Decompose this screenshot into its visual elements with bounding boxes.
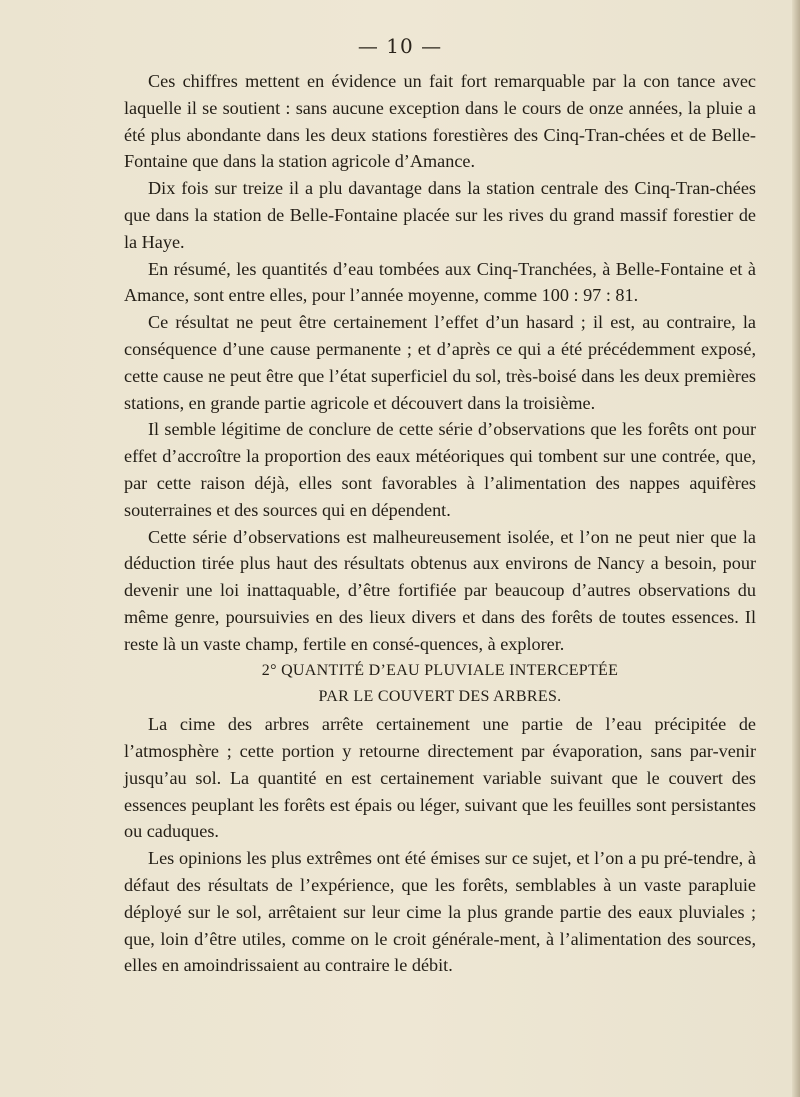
paragraph-4: Ce résultat ne peut être certainement l’effet d’un hasard ; il est, au contraire, la conséquence d’une cause permanente ; et d’après ce qui a été précédemment exposé, cette cause ne peut être que l’état superficiel du sol, très-boisé dans les deux premières stations, en grande partie agricole et découvert dans la troisième. xyxy=(124,312,756,413)
section-heading-line-1: 2° QUANTITÉ D’EAU PLUVIALE INTERCEPTÉE xyxy=(261,661,619,679)
page-number: — 10 — xyxy=(357,34,443,58)
paragraph-7: La cime des arbres arrête certainement une partie de l’eau précipitée de l’atmosphère ; cette portion y retourne directement par évaporation, sans par-venir jusqu’au sol. La quantité en est certainement variable suivant que le couvert des essences peuplant les forêts est épais ou léger, suivant que les feuilles sont persistantes ou caduques. xyxy=(124,714,756,842)
paragraph-1: Ces chiffres mettent en évidence un fait fort remarquable par la con tance avec laquelle il se soutient : sans aucune exception dans le cours de onze années, la pluie a été plus abondante dans les deux stations forestières des Cinq-Tran-chées et de Belle-Fontaine que dans la station agricole d’Amance. xyxy=(124,71,756,172)
document-body xyxy=(124,68,756,979)
page-edge xyxy=(792,0,800,1097)
paragraph-3: En résumé, les quantités d’eau tombées aux Cinq-Tranchées, à Belle-Fontaine et à Amance, sont entre elles, pour l’année moyenne, comme 100 : 97 : 81. xyxy=(124,258,756,306)
paragraph-5: Il semble légitime de conclure de cette série d’observations que les forêts ont pour effet d’accroître la proportion des eaux météoriques qui tombent sur une contrée, que, par cette raison déjà, elles sont favorables à l’alimentation des nappes aquifères souterraines et des sources qui en dépendent. xyxy=(124,419,756,520)
paragraph-6: Cette série d’observations est malheureusement isolée, et l’on ne peut nier que la déduction tirée plus haut des résultats obtenus aux environs de Nancy a besoin, pour devenir une loi inattaquable, d’être fortifiée par beaucoup d’autres observations du même genre, poursuivies en des lieux divers et dans des forêts de toutes essences. Il reste là un vaste champ, fertile en consé-quences, à explorer. xyxy=(124,526,756,654)
paragraph-8: Les opinions les plus extrêmes ont été émises sur ce sujet, et l’on a pu pré-tendre, à défaut des résultats de l’expérience, que les forêts, semblables à un vaste parapluie déployé sur le sol, arrêtaient sur leur cime la plus grande partie des eaux pluviales ; que, loin d’être utiles, comme on le croit générale-ment, à l’alimentation des sources, elles en amoindrissaient au contraire le débit. xyxy=(124,848,756,976)
paragraph-2: Dix fois sur treize il a plu davantage dans la station centrale des Cinq-Tran-chées que dans la station de Belle-Fontaine placée sur les rives du grand massif forestier de la Haye. xyxy=(124,178,756,252)
section-heading-line-2: PAR LE COUVERT DES ARBRES. xyxy=(318,688,562,706)
